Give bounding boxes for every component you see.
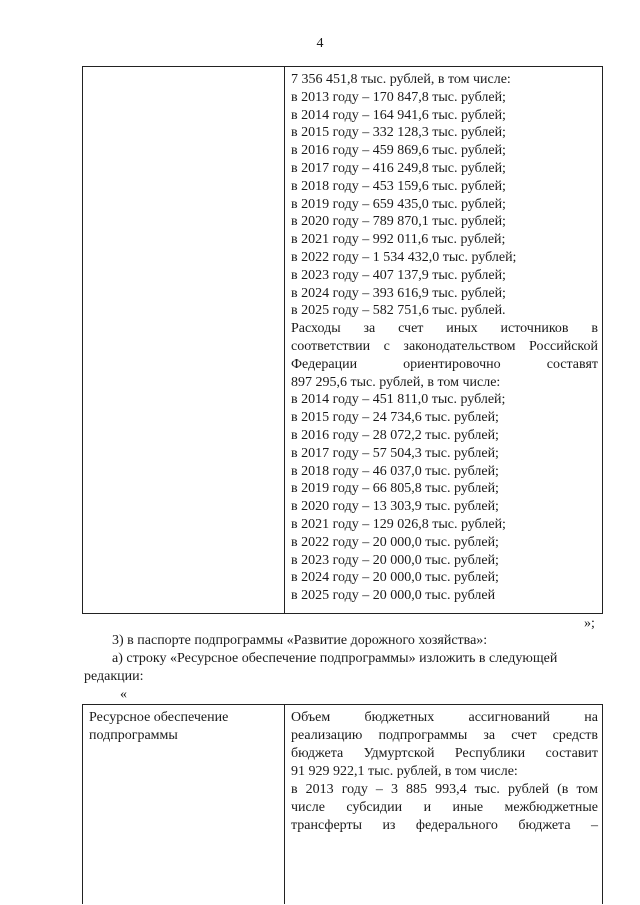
funding-line: в 2021 году – 129 026,8 тыс. рублей; (291, 516, 506, 532)
funding-line: в 2017 году – 416 249,8 тыс. рублей; (291, 160, 506, 176)
funding-line: 7 356 451,8 тыс. рублей, в том числе: (291, 72, 511, 87)
value-line: бюджета Удмуртской Республики составит (291, 746, 598, 761)
funding-line: Расходы за счет иных источников в (291, 321, 598, 337)
funding-line: в 2024 году – 393 616,9 тыс. рублей; (291, 285, 506, 301)
subprogram-resources-table (82, 704, 603, 904)
funding-line: в 2020 году – 789 870,1 тыс. рублей; (291, 214, 506, 230)
funding-line: в 2021 году – 992 011,6 тыс. рублей; (291, 232, 506, 248)
resources-table-continuation (82, 66, 603, 614)
funding-line: в 2015 году – 24 734,6 тыс. рублей; (291, 410, 499, 426)
column-divider (284, 67, 285, 613)
row-value (291, 709, 598, 835)
funding-line: в 2019 году – 659 435,0 тыс. рублей; (291, 196, 506, 212)
column-divider (284, 705, 285, 904)
value-line: в 2013 году – 3 885 993,4 тыс. рублей (в том (291, 782, 598, 797)
funding-line: в 2025 году – 582 751,6 тыс. рублей. (291, 303, 506, 319)
funding-line: в 2019 году – 66 805,8 тыс. рублей; (291, 481, 499, 497)
funding-line: в 2020 году – 13 303,9 тыс. рублей; (291, 499, 499, 515)
funding-line: в 2022 году – 1 534 432,0 тыс. рублей; (291, 249, 517, 265)
value-line: реализацию подпрограммы за счет средств (291, 728, 598, 743)
page-number: 4 (316, 36, 324, 51)
funding-line: в 2018 году – 46 037,0 тыс. рублей; (291, 463, 499, 479)
funding-line: в 2014 году – 164 941,6 тыс. рублей; (291, 107, 506, 123)
funding-line: в 2018 году – 453 159,6 тыс. рублей; (291, 178, 506, 194)
row-label: Ресурсное обеспечение подпрограммы (89, 710, 229, 743)
amendment-item-3: 3) в паспорте подпрограммы «Развитие дорожного хозяйства»: (112, 633, 488, 648)
funding-line: в 2022 году – 20 000,0 тыс. рублей; (291, 534, 499, 550)
value-line: трансферты из федерального бюджета – (291, 818, 598, 833)
funding-line: в 2017 году – 57 504,3 тыс. рублей; (291, 445, 499, 461)
amendment-subitem-a: а) строку «Ресурсное обеспечение подпрограммы» изложить в следующей (112, 651, 558, 666)
value-line: Объем бюджетных ассигнований на (291, 710, 598, 725)
funding-line: в 2025 году – 20 000,0 тыс. рублей (291, 588, 496, 604)
funding-text (291, 71, 598, 605)
opening-quote: « (120, 687, 127, 702)
value-line: числе субсидии и иные межбюджетные (291, 800, 598, 815)
funding-line: в 2023 году – 407 137,9 тыс. рублей; (291, 267, 506, 283)
value-line: 91 929 922,1 тыс. рублей, в том числе: (291, 764, 518, 779)
funding-line: в 2013 году – 170 847,8 тыс. рублей; (291, 89, 506, 105)
funding-line: в 2016 году – 459 869,6 тыс. рублей; (291, 143, 506, 159)
funding-line: 897 295,6 тыс. рублей, в том числе: (291, 374, 501, 390)
funding-line: в 2015 году – 332 128,3 тыс. рублей; (291, 125, 506, 141)
funding-line: в 2023 году – 20 000,0 тыс. рублей; (291, 552, 499, 568)
funding-line: соответствии с законодательством Российской (291, 338, 598, 354)
amendment-subitem-a-continuation: редакции: (84, 669, 144, 684)
closing-quote: »; (584, 616, 595, 631)
funding-line: Федерации ориентировочно составят (291, 356, 598, 372)
funding-line: в 2016 году – 28 072,2 тыс. рублей; (291, 427, 499, 443)
funding-line: в 2014 году – 451 811,0 тыс. рублей; (291, 392, 506, 408)
funding-line: в 2024 году – 20 000,0 тыс. рублей; (291, 570, 499, 586)
